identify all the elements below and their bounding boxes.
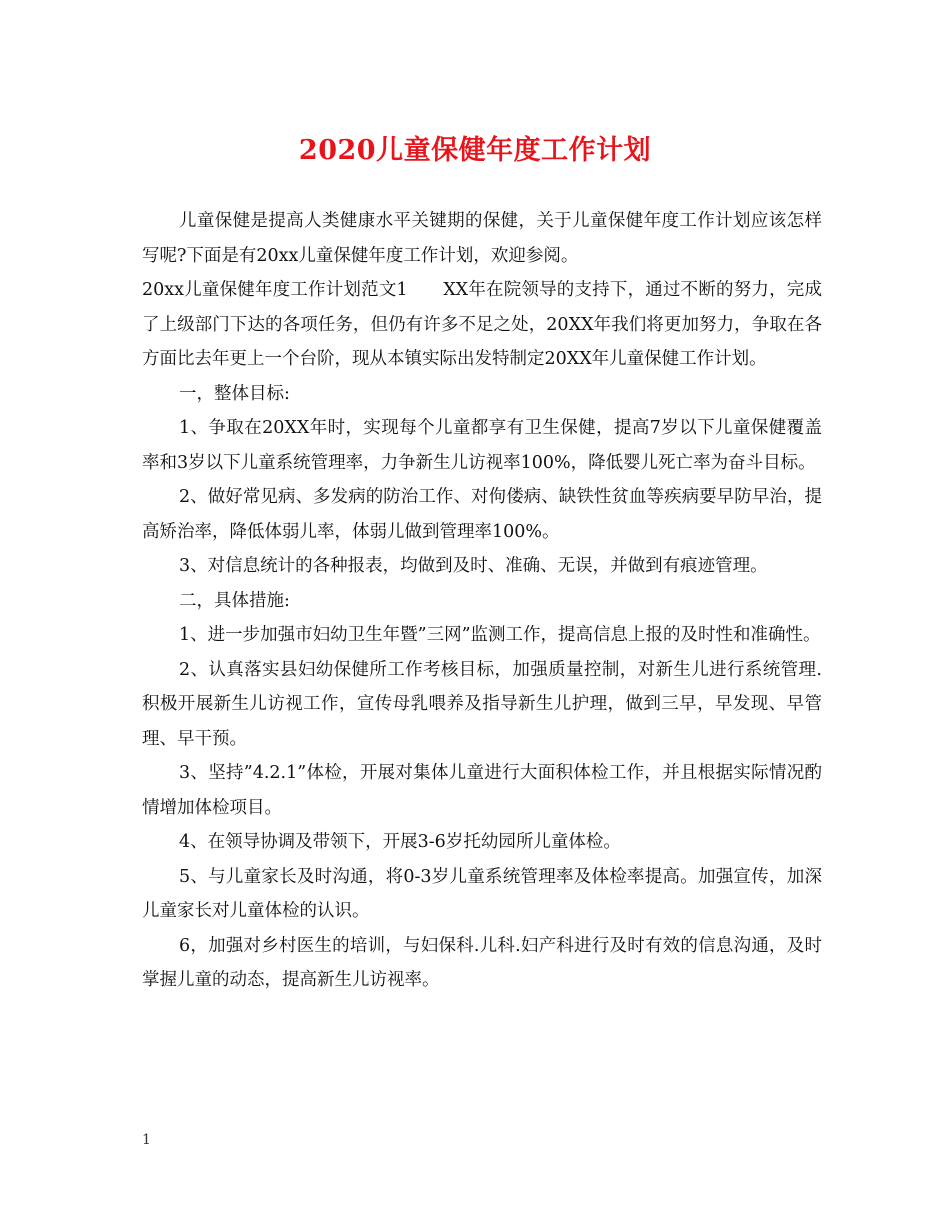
document-title: 2020儿童保健年度工作计划 <box>298 135 652 166</box>
document-body <box>142 204 822 998</box>
page-number: 1 <box>142 1132 151 1148</box>
paragraph-intro: 儿童保健是提高人类健康水平关键期的保健，关于儿童保健年度工作计划应该怎样写呢?下面是有20xx儿童保健年度工作计划，欢迎参阅。 <box>142 211 822 266</box>
paragraph-goal-3: 3、对信息统计的各种报表，均做到及时、准确、无误，并做到有痕迹管理。 <box>179 556 768 576</box>
paragraph-measure-4: 4、在领导协调及带领下，开展3-6岁托幼园所儿童体检。 <box>179 832 621 852</box>
heading-overall-goals: 一，整体目标: <box>179 383 290 404</box>
paragraph-measure-1: 1、进一步加强市妇幼卫生年暨”三网”监测工作，提高信息上报的及时性和准确性。 <box>179 625 821 645</box>
heading-specific-measures: 二，具体措施: <box>179 590 290 611</box>
paragraph-measure-5: 5、与儿童家长及时沟通，将0-3岁儿童系统管理率及体检率提高。加强宣传，加深儿童家长对儿童体检的认识。 <box>142 866 822 921</box>
paragraph-measure-2: 2、认真落实县妇幼保健所工作考核目标，加强质量控制，对新生儿进行系统管理.积极开展新生儿访视工作，宣传母乳喂养及指导新生儿护理，做到三早，早发现、早管理、早干预。 <box>142 659 822 749</box>
paragraph-sample-1: 20xx儿童保健年度工作计划范文1 XX年在院领导的支持下，通过不断的努力，完成了上级部门下达的各项任务，但仍有许多不足之处，20XX年我们将更加努力，争取在各方面比去年更上一个台阶，现从本镇实际出发特制定20XX年儿童保健工作计划。 <box>142 280 822 369</box>
paragraph-measure-6: 6，加强对乡村医生的培训，与妇保科.儿科.妇产科进行及时有效的信息沟通，及时掌握儿童的动态，提高新生儿访视率。 <box>142 935 822 990</box>
paragraph-goal-2: 2、做好常见病、多发病的防治工作、对佝偻病、缺铁性贫血等疾病要早防早治，提高矫治率，降低体弱儿率，体弱儿做到管理率100%。 <box>142 487 822 542</box>
paragraph-goal-1: 1、争取在20XX年时，实现每个儿童都享有卫生保健，提高7岁以下儿童保健覆盖率和3岁以下儿童系统管理率，力争新生儿访视率100%，降低婴儿死亡率为奋斗目标。 <box>142 418 822 473</box>
paragraph-measure-3: 3、坚持”4.2.1”体检，开展对集体儿童进行大面积体检工作，并且根据实际情况酌情增加体检项目。 <box>142 763 822 818</box>
